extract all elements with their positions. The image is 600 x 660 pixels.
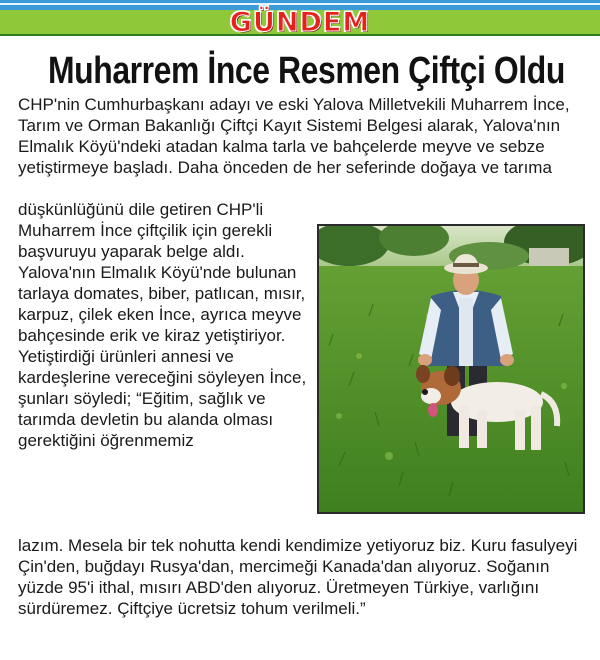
fence [529, 248, 569, 266]
photo-illustration [319, 226, 583, 512]
article-paragraph-side: düşkünlüğünü dile getiren CHP'li Muharrem İnce çiftçilik için gerekli başvuruyu yaparak belge aldı. Yalova'nın Elmalık Köyü'nde bulunan tarlaya domates, biber, patlıcan, mısır, karpuz, çilek eken İnce, ayrıca meyve bahçesinde erik ve kiraz yetiştiriyor. Yetiştirdiği ürünleri annesi ve kardeşlerine vereceğini söyleyen İnce, şunları söyledi; “Eğitim, sağlık ve tarımda devletin bu alanda olması gerektiğini öğrenmemiz [18, 200, 307, 450]
section-header-band [0, 0, 600, 42]
article-headline: Muharrem İnce Resmen Çiftçi Oldu [48, 50, 565, 92]
article-paragraph-top: CHP'nin Cumhurbaşkanı adayı ve eski Yalova Milletvekili Muharrem İnce, Tarım ve Orman Bakanlığı Çiftçi Kayıt Sistemi Belgesi alarak, Yalova'nın Elmalık Köyü'ndeki atadan kalma tarla ve bahçelerde meyve ve sebze yetiştirmeye başladı. Daha önceden de her seferinde doğaya ve tarıma [18, 95, 570, 177]
farmer-with-dog-photo [317, 224, 585, 514]
section-label: GÜNDEM [229, 7, 371, 38]
article-paragraph-bottom: lazım. Mesela bir tek nohutta kendi kendimize yetiyoruz biz. Kuru fasulyeyi Çin'den, buğdayı Rusya'dan, mercimeği Kanada'dan alıyoruz. Soğanın yüzde 95'i ithal, mısırı ABD'den alıyoruz. Üretmeyen Türkiye, varlığını sürdüremez. Çiftçiye ücretsiz tohum verilmeli.” [18, 536, 578, 618]
